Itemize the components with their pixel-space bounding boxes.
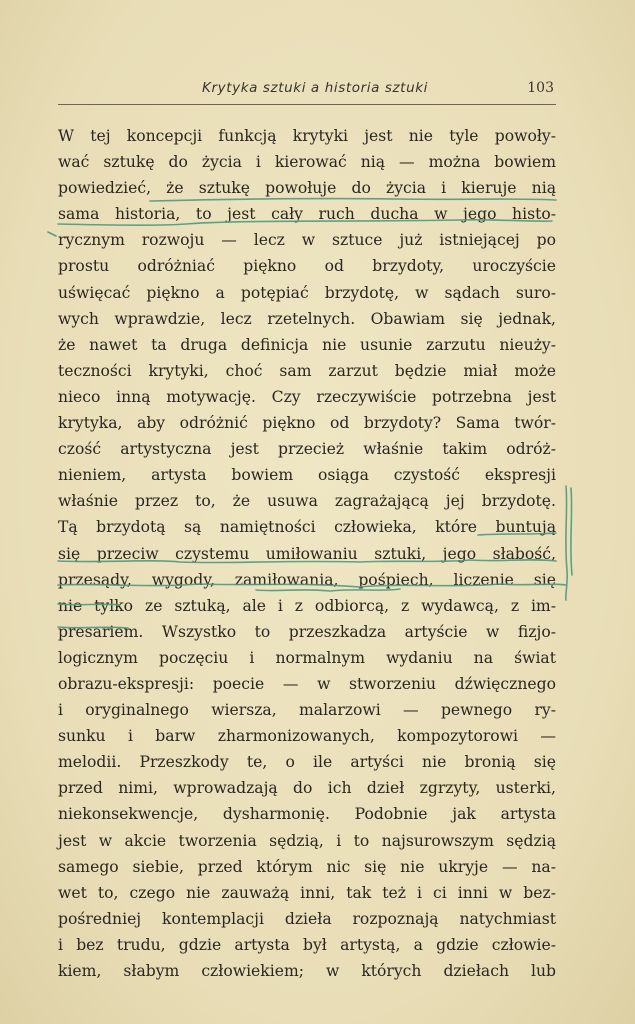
text-line: prostu odróżniać piękno od brzydoty, uroczyście	[58, 257, 556, 276]
text-line: powiedzieć, że sztukę powołuje do życia i kieruje nią	[58, 179, 556, 198]
text-line: presariem. Wszystko to przeszkadza artyście w fizjo-	[58, 622, 556, 641]
text-line: W tej koncepcji funkcją krytyki jest nie tyle powoły-	[58, 127, 556, 145]
text-line: właśnie przez to, że usuwa zagrażającą jej brzydotę.	[58, 492, 556, 511]
text-line: krytyka, aby odróżnić piękno od brzydoty? Sama twór-	[58, 414, 556, 433]
text-line: melodii. Przeszkody te, o ile artyści nie bronią się	[58, 753, 556, 772]
text-line: przesądy, wygody, zamiłowania, pośpiech, liczenie się	[58, 570, 556, 589]
text-line: wać sztukę do życia i kierować nią — można bowiem	[58, 153, 556, 172]
text-line: nieniem, artysta bowiem osiąga czystość ekspresji	[58, 466, 556, 485]
text-line: nie tylko ze sztuką, ale i z odbiorcą, z wydawcą, z im-	[58, 596, 556, 615]
text-line: nieco inną motywację. Czy rzeczywiście potrzebna jest	[58, 387, 556, 406]
text-line: pośredniej kontemplacji dzieła rozpoznają natychmiast	[58, 909, 556, 928]
text-line: sama historia, to jest cały ruch ducha w jego histo-	[58, 205, 556, 224]
text-line: samego siebie, przed którym nic się nie ukryje — na-	[58, 857, 556, 876]
text-line: wet to, czego nie zauważą inni, tak też i ci inni w bez-	[58, 883, 556, 902]
text-line: niekonsekwencje, dysharmonię. Podobnie jak artysta	[58, 805, 556, 824]
header-rule	[58, 104, 556, 105]
text-line: czość artystyczna jest przecież właśnie takim odróż-	[58, 440, 556, 459]
text-line: jest w akcie tworzenia sędzią, i to najsurowszym sędzią	[58, 831, 556, 850]
body-text	[58, 123, 556, 984]
text-line: rycznym rozwoju — lecz w sztuce już istniejącej po	[58, 231, 556, 250]
page-number: 103	[527, 80, 554, 96]
text-line: Tą brzydotą są namiętności człowieka, które buntują	[58, 518, 556, 537]
text-line: wych wprawdzie, lecz rzetelnych. Obawiam się jednak,	[58, 309, 556, 328]
text-line: że nawet ta druga definicja nie usunie zarzutu nieuży-	[58, 335, 556, 354]
text-line: się przeciw czystemu umiłowaniu sztuki, jego słabość,	[58, 544, 556, 563]
text-line: logicznym poczęciu i normalnym wydaniu na świat	[58, 648, 556, 667]
text-line: sunku i barw zharmonizowanych, kompozytorowi —	[58, 727, 556, 746]
text-line: obrazu-ekspresji: poecie — w stworzeniu dźwięcznego	[58, 674, 556, 693]
text-line: uświęcać piękno a potępiać brzydotę, w sądach suro-	[58, 283, 556, 302]
text-line: i bez trudu, gdzie artysta był artystą, a gdzie człowie-	[58, 935, 556, 954]
text-line: przed nimi, wprowadzają do ich dzieł zgrzyty, usterki,	[58, 779, 556, 798]
page-header	[58, 80, 556, 102]
running-title: Krytyka sztuki a historia sztuki	[202, 80, 428, 96]
text-line: i oryginalnego wiersza, malarzowi — pewnego ry-	[58, 701, 556, 720]
margin-tick-mark	[48, 232, 56, 236]
text-line: kiem, słabym człowiekiem; w których dziełach lub	[58, 962, 556, 980]
margin-bar-mark	[571, 488, 572, 575]
margin-bar-mark	[566, 486, 567, 600]
text-line: teczności krytyki, choć sam zarzut będzie miał może	[58, 361, 556, 380]
